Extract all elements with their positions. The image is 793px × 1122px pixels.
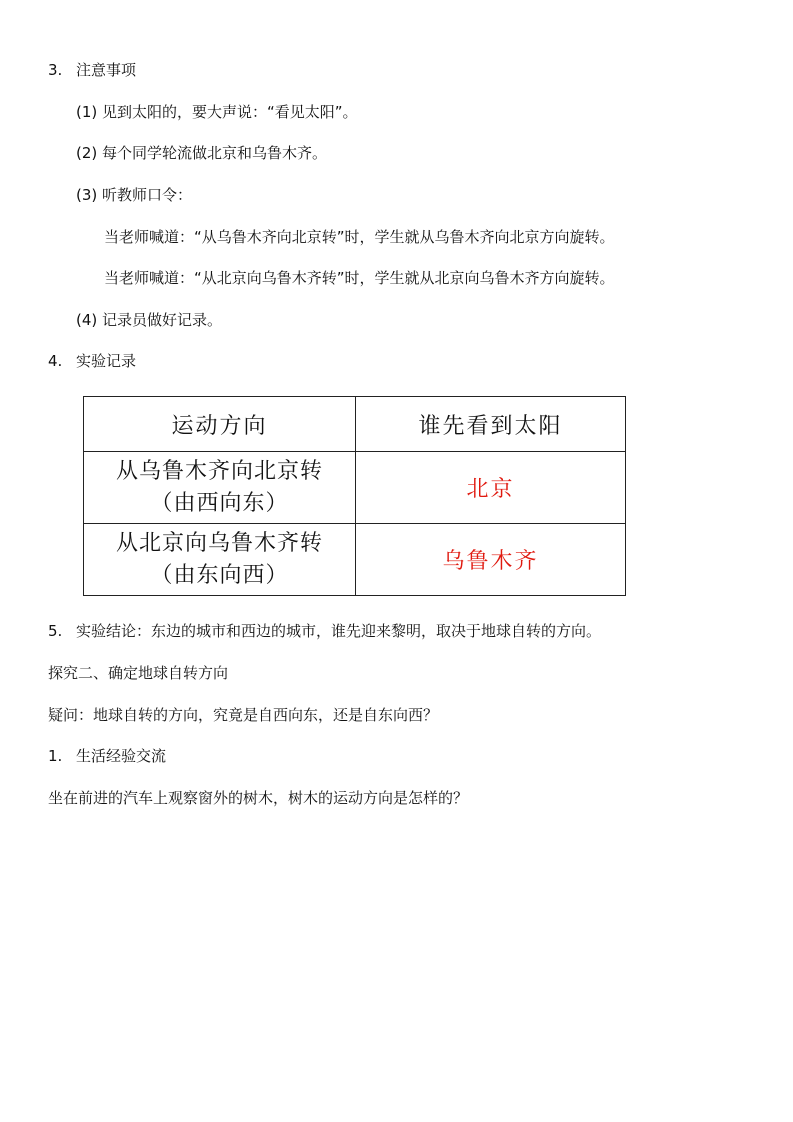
table-row xyxy=(84,452,626,524)
direction-text: 从北京向乌鲁木齐转 xyxy=(115,530,323,556)
direction-note: （由东向西） xyxy=(150,562,289,588)
section-number: 4. xyxy=(48,352,63,370)
section-title: 注意事项 xyxy=(76,61,137,79)
note-item-4: (4) 记录员做好记录。 xyxy=(76,311,223,329)
conclusion-text: 实验结论：东边的城市和西边的城市，谁先迎来黎明，取决于地球自转的方向。 xyxy=(76,622,602,640)
note-item-1: (1) 见到太阳的，要大声说：“看见太阳”。 xyxy=(76,103,358,121)
explore-2-title: 探究二、确定地球自转方向 xyxy=(48,664,229,682)
explore-2-question: 疑问：地球自转的方向，究竟是自西向东，还是自东向西？ xyxy=(48,706,439,724)
section-title: 实验记录 xyxy=(76,352,137,370)
direction-cell xyxy=(84,452,356,524)
section-3-heading xyxy=(48,60,136,80)
step-number: 1. xyxy=(48,747,63,765)
direction-note: （由西向东） xyxy=(150,490,289,516)
direction-cell xyxy=(84,524,356,596)
note-item-3: (3) 听教师口令： xyxy=(76,186,193,204)
header-direction: 运动方向 xyxy=(84,397,356,452)
header-first-sun: 谁先看到太阳 xyxy=(356,397,626,452)
direction-text: 从乌鲁木齐向北京转 xyxy=(115,458,323,484)
answer-cell: 乌鲁木齐 xyxy=(356,524,626,596)
section-number: 3. xyxy=(48,61,63,79)
section-5-conclusion xyxy=(48,621,601,641)
teacher-command-1: 当老师喊道：“从乌鲁木齐向北京转”时，学生就从乌鲁木齐向北京方向旋转。 xyxy=(104,228,615,246)
teacher-command-2: 当老师喊道：“从北京向乌鲁木齐转”时，学生就从北京向乌鲁木齐方向旋转。 xyxy=(104,269,615,287)
section-4-heading xyxy=(48,351,136,371)
answer-cell: 北京 xyxy=(356,452,626,524)
observation-prompt: 坐在前进的汽车上观察窗外的树木，树木的运动方向是怎样的？ xyxy=(48,789,469,807)
step-title: 生活经验交流 xyxy=(76,747,167,765)
table-header-row xyxy=(84,397,626,452)
table-row xyxy=(84,524,626,596)
section-number: 5. xyxy=(48,622,63,640)
note-item-2: (2) 每个同学轮流做北京和乌鲁木齐。 xyxy=(76,144,328,162)
step-1-heading xyxy=(48,746,166,766)
experiment-record-table xyxy=(83,396,626,596)
